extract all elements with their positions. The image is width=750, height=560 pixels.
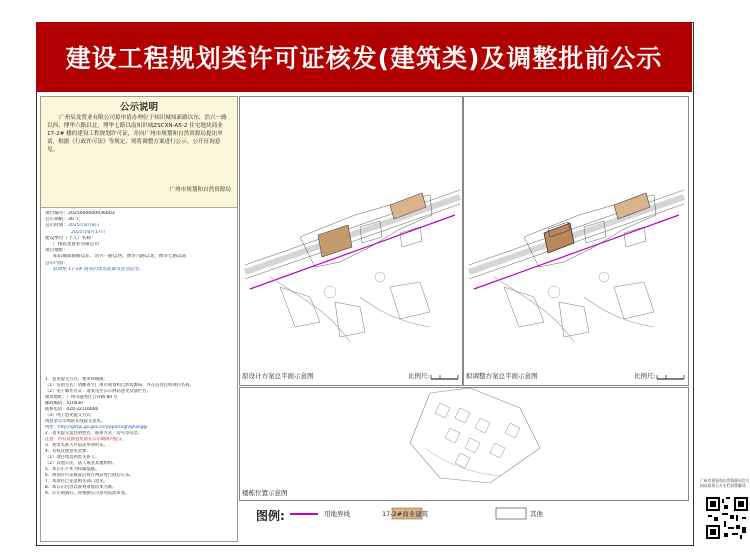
- adjusted-scale-bar: [656, 371, 686, 381]
- notice-body: 广州辰龙置业有限公司拟申请办理位于知识城知新路以东，浩兴一路以西，博华六路以北，博华七路以南知识城ZSCXN-A5-2 住宅地块商业 17-2# 楼的建设工程规划许可证，并向广州市规划和自然资源局提出申请，根据《行政许可法》等规定，现将调整方案进行公示，公开征询意见。: [47, 115, 227, 153]
- note-line: （2）电子邮件方式：请发送至公示网站意见反馈栏目。: [45, 389, 151, 394]
- note-line: （2）其他公民、法人或者其他组织。: [45, 461, 117, 466]
- note-line: （3）网上意见提交方式：: [45, 413, 95, 418]
- qr-caption: 广州市规划和自然资源局官方网站政务公开专栏政策解读: [700, 478, 750, 488]
- notes-list: [45, 377, 233, 497]
- period-end: 2025年8月17日: [71, 229, 106, 235]
- note-line: 2．意见提交需注明姓名、联系方式、房号等信息。: [45, 431, 143, 436]
- title-banner: [36, 22, 692, 92]
- original-site-plan: [240, 97, 462, 367]
- unit-name: 广州辰龙置业有限公司: [53, 242, 99, 248]
- period-start: 公示时间：2025年8月8日: [45, 223, 100, 229]
- legend-item-boundary: 用地界线: [324, 510, 350, 518]
- note-line: 联系电话：020-32116666: [45, 407, 99, 412]
- left-column: [40, 96, 238, 542]
- location-panel: [239, 387, 689, 501]
- original-scale-bar: [430, 371, 460, 381]
- note-line: 通讯地址：广州市越秀区吉祥路 80 号: [45, 395, 118, 400]
- note-line: （1）项目周边利害关系人；: [45, 455, 100, 460]
- note-line: 1．意见提交方式、要求和期限：: [45, 377, 108, 382]
- period-days: 公示期限：30 天: [45, 217, 80, 223]
- note-line: 4．有权反馈意见对象：: [45, 449, 91, 454]
- unit-label: 建设单位（个人）名称：: [45, 235, 96, 241]
- note-line: 9．公示期满后，将根据公示意见依法审查。: [45, 491, 130, 496]
- adjusted-site-plan: [464, 97, 688, 367]
- note-line: 邮政编码：510030: [45, 401, 83, 406]
- page-title: 建设工程规划类许可证核发(建筑类)及调整批前公示: [65, 44, 663, 73]
- legend-graphics: [290, 505, 690, 525]
- original-plan-caption: 原设计方案总平面示意图: [242, 372, 314, 380]
- note-line: （1）信函方式：请邮寄至广州市规划和自然资源局，并在信封注明项目名称。: [45, 383, 194, 388]
- location-label: 项目地址：: [45, 248, 68, 254]
- legend-item-building: 17-2#商业建筑: [382, 510, 429, 518]
- notice-heading: 公示说明: [119, 102, 158, 113]
- location-caption: 楼栋位置示意图: [242, 489, 288, 497]
- note-line: 6．规划许可证核发后将在网站进行批后公布。: [45, 473, 134, 478]
- legend-other-swatch: [496, 508, 526, 519]
- adjusted-plan-caption: 拟调整方案总平面示意图: [466, 372, 538, 380]
- note-line: 注意：所有反馈意见请在公示期限内提交。: [45, 437, 127, 442]
- adjusted-plan-panel: [463, 96, 689, 386]
- original-scale-label: 比例尺:: [408, 372, 430, 380]
- info-block: [45, 211, 233, 273]
- location-text: 知识城知新路以东、浩兴一路以西、博华六路以北、博华七路以南: [53, 254, 187, 260]
- note-line: 8．本公示内容以规划审批结果为准。: [45, 485, 117, 490]
- notice-signature: 广州市规划和自然资源局: [169, 187, 231, 193]
- location-map: [370, 388, 570, 488]
- legend-item-other: 其他: [530, 510, 543, 518]
- qr-code-icon[interactable]: [706, 497, 748, 539]
- note-line: 5．本公示不作为权属依据。: [45, 467, 100, 472]
- note-line: 3．利害关系人可依法申请听证。: [45, 443, 108, 448]
- adjusted-scale-label: 比例尺:: [634, 372, 656, 380]
- notice-box: [41, 97, 237, 208]
- legend-title: 图例:: [256, 509, 285, 523]
- note-line: 请登录公示网站在线提交意见。: [45, 419, 106, 424]
- content-label: 公示内容：: [45, 260, 68, 266]
- content-text: 拟调整 17-2# 商业的建筑轮廓及屋顶造型。: [53, 266, 144, 272]
- note-line: 7．本项目已征求相关部门意见。: [45, 479, 108, 484]
- original-plan-panel: [239, 96, 463, 386]
- note-line: 网址：http://ghzyj.gz.gov.cn/ywpd/csgh/ghxkgg/: [45, 425, 148, 430]
- project-number: 项目编号：2025060000036603: [45, 211, 115, 216]
